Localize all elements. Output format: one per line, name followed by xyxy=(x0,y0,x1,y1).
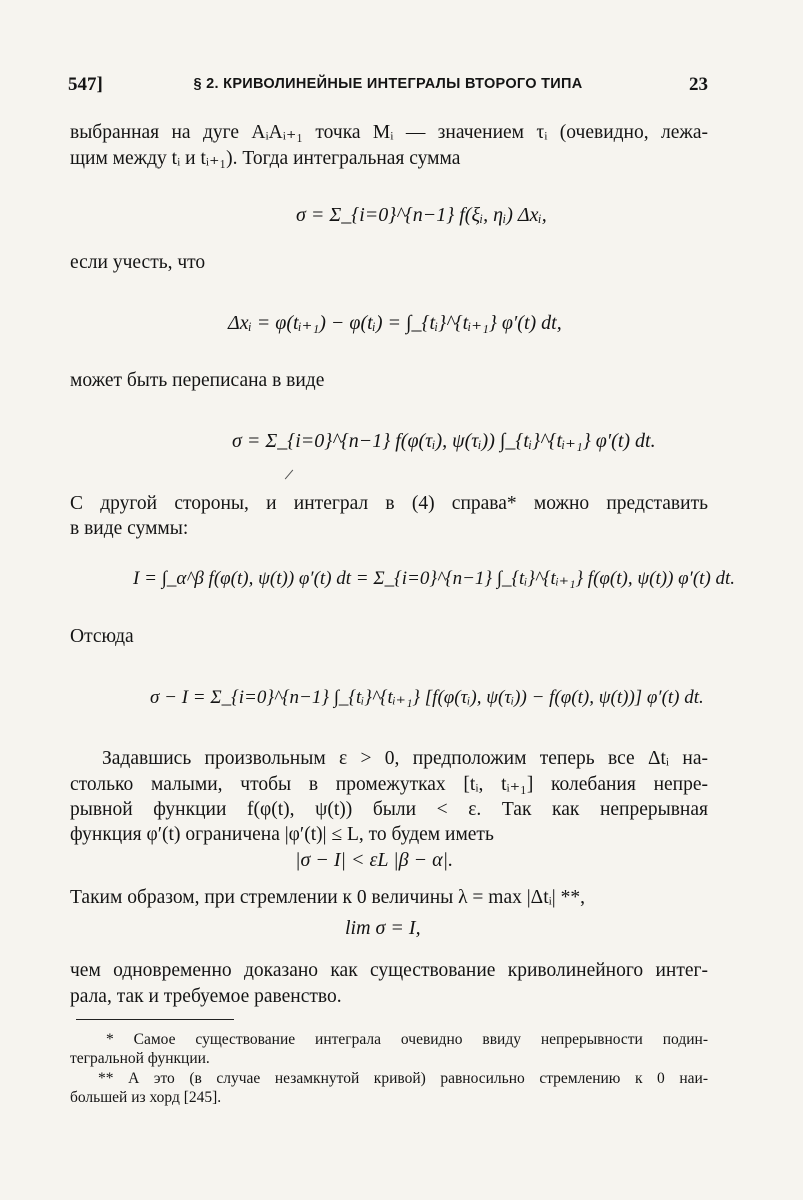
page-number: 23 xyxy=(689,74,708,95)
text-mozhet: может быть переписана в виде xyxy=(70,370,325,391)
equation-4: I = ∫_α^β f(φ(t), ψ(t)) φ′(t) dt = Σ_{i=0}^{n−1} ∫_{tᵢ}^{tᵢ₊₁} f(φ(t), ψ(t)) φ′(t) dt. xyxy=(133,568,736,589)
para1-line1: выбранная на дуге AᵢAᵢ₊₁ точка Mᵢ — значением τᵢ (очевидно, лежа- xyxy=(70,122,708,143)
para3-line1: Задавшись произвольным ε > 0, предположим теперь все Δtᵢ на- xyxy=(102,748,708,769)
para1-line2: щим между tᵢ и tᵢ₊₁). Тогда интегральная сумма xyxy=(70,148,461,169)
scan-mark xyxy=(285,470,293,480)
para3-line4: функция φ′(t) ограничена |φ′(t)| ≤ L, то будем иметь xyxy=(70,824,494,845)
equation-7: lim σ = I, xyxy=(345,917,421,939)
para3-line3: рывной функции f(φ(t), ψ(t)) были < ε. Так как непрерывная xyxy=(70,799,708,820)
text-esli: если учесть, что xyxy=(70,252,206,273)
footnote-2-line2: большей из хорд [245]. xyxy=(70,1089,222,1106)
text-otsyuda: Отсюда xyxy=(70,626,134,647)
footnote-1-line2: тегральной функции. xyxy=(70,1050,210,1067)
para5-line2: рала, так и требуемое равенство. xyxy=(70,986,342,1007)
running-header xyxy=(68,74,708,102)
para4: Таким образом, при стремлении к 0 величины λ = max |Δtᵢ| **, xyxy=(70,887,585,908)
footnote-1-line1: * Самое существование интеграла очевидно ввиду непрерывности подин- xyxy=(106,1031,708,1048)
running-title: § 2. КРИВОЛИНЕЙНЫЕ ИНТЕГРАЛЫ ВТОРОГО ТИПА xyxy=(193,76,583,92)
equation-6: |σ − I| < εL |β − α|. xyxy=(295,849,454,871)
equation-3: σ = Σ_{i=0}^{n−1} f(φ(τᵢ), ψ(τᵢ)) ∫_{tᵢ}^{tᵢ₊₁} φ′(t) dt. xyxy=(232,430,656,452)
para2-line1: С другой стороны, и интеграл в (4) справа* можно представить xyxy=(70,493,708,514)
footnote-separator xyxy=(76,1019,234,1020)
equation-1: σ = Σ_{i=0}^{n−1} f(ξᵢ, ηᵢ) Δxᵢ, xyxy=(296,204,547,226)
para3-line2: столько малыми, чтобы в промежутках [tᵢ, tᵢ₊₁] колебания непре- xyxy=(70,774,708,795)
para5-line1: чем одновременно доказано как существование криволинейного интег- xyxy=(70,960,708,981)
para2-line2: в виде суммы: xyxy=(70,518,189,539)
section-number: 547] xyxy=(68,74,103,95)
equation-5: σ − I = Σ_{i=0}^{n−1} ∫_{tᵢ}^{tᵢ₊₁} [f(φ(τᵢ), ψ(τᵢ)) − f(φ(t), ψ(t))] φ′(t) dt. xyxy=(150,687,704,708)
equation-2: Δxᵢ = φ(tᵢ₊₁) − φ(tᵢ) = ∫_{tᵢ}^{tᵢ₊₁} φ′(t) dt, xyxy=(228,312,562,334)
footnote-2-line1: ** А это (в случае незамкнутой кривой) равносильно стремлению к 0 наи- xyxy=(98,1070,708,1087)
